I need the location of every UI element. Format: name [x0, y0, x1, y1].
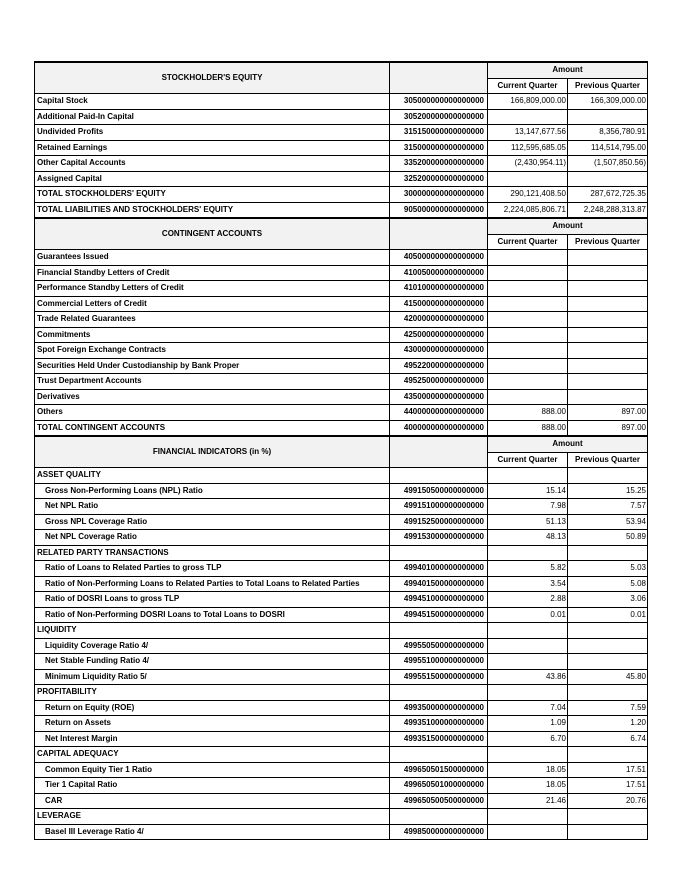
table-row	[35, 592, 648, 608]
current-quarter-value	[488, 281, 568, 297]
previous-quarter-value	[568, 809, 648, 825]
financial-statement-table	[34, 61, 648, 840]
table-row	[35, 171, 648, 187]
row-label: Gross Non-Performing Loans (NPL) Ratio	[35, 483, 390, 499]
table-row	[35, 202, 648, 218]
table-row	[35, 374, 648, 390]
row-label: Derivatives	[35, 389, 390, 405]
group-row	[35, 747, 648, 763]
previous-quarter-value: 50.89	[568, 530, 648, 546]
current-quarter-value: 112,595,685.05	[488, 140, 568, 156]
previous-quarter-value	[568, 638, 648, 654]
current-quarter-value	[488, 545, 568, 561]
row-code: 499152500000000000	[390, 514, 488, 530]
previous-quarter-value: 1.20	[568, 716, 648, 732]
section-title: STOCKHOLDER'S EQUITY	[35, 62, 390, 94]
table-row	[35, 140, 648, 156]
row-label: Guarantees Issued	[35, 250, 390, 266]
table-row	[35, 576, 648, 592]
group-label: RELATED PARTY TRANSACTIONS	[35, 545, 390, 561]
row-code: 499451000000000000	[390, 592, 488, 608]
table-row	[35, 250, 648, 266]
current-quarter-value: 13,147,677.56	[488, 125, 568, 141]
current-quarter-value	[488, 654, 568, 670]
row-label: Net NPL Coverage Ratio	[35, 530, 390, 546]
previous-quarter-value	[568, 312, 648, 328]
table-row	[35, 607, 648, 623]
row-code: 499401000000000000	[390, 561, 488, 577]
previous-quarter-value	[568, 747, 648, 763]
table-row	[35, 499, 648, 515]
row-code: 499850000000000000	[390, 824, 488, 840]
table-row	[35, 405, 648, 421]
row-label: Other Capital Accounts	[35, 156, 390, 172]
row-label: Ratio of Non-Performing Loans to Related Parties to Total Loans to Related Parties	[35, 576, 390, 592]
row-label: Commercial Letters of Credit	[35, 296, 390, 312]
group-row	[35, 809, 648, 825]
row-code: 315150000000000000	[390, 125, 488, 141]
current-quarter-value	[488, 623, 568, 639]
current-quarter-header: Current Quarter	[488, 452, 568, 468]
table-row	[35, 700, 648, 716]
previous-quarter-header: Previous Quarter	[568, 452, 648, 468]
row-label: TOTAL STOCKHOLDERS' EQUITY	[35, 187, 390, 203]
row-label: Ratio of Loans to Related Parties to gross TLP	[35, 561, 390, 577]
previous-quarter-value	[568, 265, 648, 281]
table-row	[35, 94, 648, 110]
row-label: Securities Held Under Custodianship by Bank Proper	[35, 358, 390, 374]
previous-quarter-value: 17.51	[568, 762, 648, 778]
current-quarter-value: 7.04	[488, 700, 568, 716]
previous-quarter-value: 3.06	[568, 592, 648, 608]
previous-quarter-header: Previous Quarter	[568, 234, 648, 250]
row-label: Undivided Profits	[35, 125, 390, 141]
row-code	[390, 747, 488, 763]
row-label: Net Interest Margin	[35, 731, 390, 747]
current-quarter-value: 18.05	[488, 762, 568, 778]
row-code: 499153000000000000	[390, 530, 488, 546]
row-label: Retained Earnings	[35, 140, 390, 156]
table-row	[35, 327, 648, 343]
row-label: Liquidity Coverage Ratio 4/	[35, 638, 390, 654]
current-quarter-value	[488, 374, 568, 390]
current-quarter-value: 43.86	[488, 669, 568, 685]
row-label: CAR	[35, 793, 390, 809]
row-code: 305200000000000000	[390, 109, 488, 125]
section-title: FINANCIAL INDICATORS (in %)	[35, 436, 390, 468]
current-quarter-value: 15.14	[488, 483, 568, 499]
previous-quarter-value: 166,309,000.00	[568, 94, 648, 110]
row-label: Performance Standby Letters of Credit	[35, 281, 390, 297]
current-quarter-header: Current Quarter	[488, 234, 568, 250]
row-label: Gross NPL Coverage Ratio	[35, 514, 390, 530]
previous-quarter-value	[568, 623, 648, 639]
row-code: 495250000000000000	[390, 374, 488, 390]
table-row	[35, 654, 648, 670]
table-row	[35, 483, 648, 499]
row-code: 410050000000000000	[390, 265, 488, 281]
previous-quarter-value	[568, 296, 648, 312]
previous-quarter-value: 114,514,795.00	[568, 140, 648, 156]
group-label: CAPITAL ADEQUACY	[35, 747, 390, 763]
section-title: CONTINGENT ACCOUNTS	[35, 218, 390, 250]
row-label: Tier 1 Capital Ratio	[35, 778, 390, 794]
previous-quarter-value: 7.59	[568, 700, 648, 716]
current-quarter-value: 6.70	[488, 731, 568, 747]
group-label: PROFITABILITY	[35, 685, 390, 701]
current-quarter-value	[488, 296, 568, 312]
row-code: 420000000000000000	[390, 312, 488, 328]
table-row	[35, 716, 648, 732]
table-row	[35, 281, 648, 297]
current-quarter-value	[488, 250, 568, 266]
group-row	[35, 623, 648, 639]
current-quarter-value	[488, 358, 568, 374]
current-quarter-value: 888.00	[488, 405, 568, 421]
row-code: 405000000000000000	[390, 250, 488, 266]
previous-quarter-value: 7.57	[568, 499, 648, 515]
row-code: 499650501500000000	[390, 762, 488, 778]
table-row	[35, 358, 648, 374]
previous-quarter-value	[568, 654, 648, 670]
row-label: Minimum Liquidity Ratio 5/	[35, 669, 390, 685]
previous-quarter-value: 897.00	[568, 405, 648, 421]
row-code: 499350000000000000	[390, 700, 488, 716]
row-label: Trust Department Accounts	[35, 374, 390, 390]
previous-quarter-value	[568, 545, 648, 561]
current-quarter-value: 2,224,085,806.71	[488, 202, 568, 218]
current-quarter-value: 166,809,000.00	[488, 94, 568, 110]
row-code: 430000000000000000	[390, 343, 488, 359]
row-label: Net NPL Ratio	[35, 499, 390, 515]
row-label: Others	[35, 405, 390, 421]
previous-quarter-value	[568, 250, 648, 266]
row-code: 495220000000000000	[390, 358, 488, 374]
row-code: 499151000000000000	[390, 499, 488, 515]
current-quarter-value: 1.09	[488, 716, 568, 732]
row-code: 410100000000000000	[390, 281, 488, 297]
row-code	[390, 685, 488, 701]
previous-quarter-value	[568, 109, 648, 125]
row-code: 305000000000000000	[390, 94, 488, 110]
row-code: 315000000000000000	[390, 140, 488, 156]
table-row	[35, 669, 648, 685]
row-code: 335200000000000000	[390, 156, 488, 172]
current-quarter-value: 2.88	[488, 592, 568, 608]
row-code: 400000000000000000	[390, 420, 488, 436]
table-row	[35, 420, 648, 436]
row-code: 499650500500000000	[390, 793, 488, 809]
previous-quarter-value: 20.76	[568, 793, 648, 809]
row-label: Return on Assets	[35, 716, 390, 732]
row-code: 499551500000000000	[390, 669, 488, 685]
previous-quarter-value	[568, 374, 648, 390]
row-code	[390, 545, 488, 561]
row-label: Net Stable Funding Ratio 4/	[35, 654, 390, 670]
code-header-cell	[390, 62, 488, 94]
row-code: 435000000000000000	[390, 389, 488, 405]
current-quarter-value: 51.13	[488, 514, 568, 530]
row-code: 499451500000000000	[390, 607, 488, 623]
row-code: 499351000000000000	[390, 716, 488, 732]
previous-quarter-value: 5.08	[568, 576, 648, 592]
row-code: 325200000000000000	[390, 171, 488, 187]
current-quarter-value	[488, 312, 568, 328]
table-row	[35, 125, 648, 141]
row-label: Financial Standby Letters of Credit	[35, 265, 390, 281]
table-row	[35, 312, 648, 328]
current-quarter-value: (2,430,954.11)	[488, 156, 568, 172]
group-label: ASSET QUALITY	[35, 468, 390, 484]
group-row	[35, 545, 648, 561]
section-header-row	[35, 62, 648, 78]
previous-quarter-value: 15.25	[568, 483, 648, 499]
current-quarter-value: 888.00	[488, 420, 568, 436]
table-row	[35, 762, 648, 778]
previous-quarter-value	[568, 343, 648, 359]
amount-header: Amount	[488, 218, 648, 234]
current-quarter-value	[488, 327, 568, 343]
table-row	[35, 156, 648, 172]
previous-quarter-value	[568, 281, 648, 297]
table-row	[35, 530, 648, 546]
row-code: 300000000000000000	[390, 187, 488, 203]
current-quarter-value	[488, 389, 568, 405]
row-label: Spot Foreign Exchange Contracts	[35, 343, 390, 359]
group-row	[35, 685, 648, 701]
previous-quarter-value	[568, 468, 648, 484]
previous-quarter-value: 8,356,780.91	[568, 125, 648, 141]
row-code: 499150500000000000	[390, 483, 488, 499]
code-header-cell	[390, 436, 488, 468]
row-code: 905000000000000000	[390, 202, 488, 218]
current-quarter-value	[488, 468, 568, 484]
current-quarter-value	[488, 824, 568, 840]
previous-quarter-value: 6.74	[568, 731, 648, 747]
current-quarter-value: 290,121,408.50	[488, 187, 568, 203]
previous-quarter-value: 5.03	[568, 561, 648, 577]
previous-quarter-value: 17.51	[568, 778, 648, 794]
section-header-row	[35, 436, 648, 452]
table-row	[35, 389, 648, 405]
previous-quarter-value: 287,672,725.35	[568, 187, 648, 203]
current-quarter-value	[488, 638, 568, 654]
previous-quarter-value: 0.01	[568, 607, 648, 623]
previous-quarter-value	[568, 327, 648, 343]
row-label: Common Equity Tier 1 Ratio	[35, 762, 390, 778]
current-quarter-value	[488, 265, 568, 281]
current-quarter-value	[488, 343, 568, 359]
row-label: TOTAL LIABILITIES AND STOCKHOLDERS' EQUITY	[35, 202, 390, 218]
previous-quarter-value	[568, 824, 648, 840]
current-quarter-value	[488, 109, 568, 125]
row-code: 499550500000000000	[390, 638, 488, 654]
financial-statement-body	[35, 62, 648, 840]
row-code: 499351500000000000	[390, 731, 488, 747]
current-quarter-value: 0.01	[488, 607, 568, 623]
section-header-row	[35, 218, 648, 234]
current-quarter-value: 3.54	[488, 576, 568, 592]
row-label: Commitments	[35, 327, 390, 343]
current-quarter-value	[488, 747, 568, 763]
row-code	[390, 809, 488, 825]
current-quarter-value: 21.46	[488, 793, 568, 809]
table-row	[35, 265, 648, 281]
row-label: Return on Equity (ROE)	[35, 700, 390, 716]
table-row	[35, 793, 648, 809]
table-row	[35, 731, 648, 747]
group-label: LEVERAGE	[35, 809, 390, 825]
previous-quarter-value	[568, 685, 648, 701]
previous-quarter-value: 2,248,288,313.87	[568, 202, 648, 218]
row-code: 499650501000000000	[390, 778, 488, 794]
group-row	[35, 468, 648, 484]
current-quarter-value: 48.13	[488, 530, 568, 546]
previous-quarter-value: 45.80	[568, 669, 648, 685]
row-label: Capital Stock	[35, 94, 390, 110]
code-header-cell	[390, 218, 488, 250]
table-row	[35, 296, 648, 312]
table-row	[35, 638, 648, 654]
row-code: 499551000000000000	[390, 654, 488, 670]
amount-header: Amount	[488, 436, 648, 452]
row-label: Assigned Capital	[35, 171, 390, 187]
amount-header: Amount	[488, 62, 648, 78]
row-label: Ratio of DOSRI Loans to gross TLP	[35, 592, 390, 608]
row-code: 499401500000000000	[390, 576, 488, 592]
row-label: Additional Paid-In Capital	[35, 109, 390, 125]
current-quarter-value: 5.82	[488, 561, 568, 577]
row-code: 440000000000000000	[390, 405, 488, 421]
current-quarter-value	[488, 685, 568, 701]
current-quarter-value	[488, 171, 568, 187]
group-label: LIQUIDITY	[35, 623, 390, 639]
table-row	[35, 778, 648, 794]
previous-quarter-header: Previous Quarter	[568, 78, 648, 94]
table-row	[35, 824, 648, 840]
table-row	[35, 187, 648, 203]
previous-quarter-value	[568, 358, 648, 374]
table-row	[35, 343, 648, 359]
row-label: TOTAL CONTINGENT ACCOUNTS	[35, 420, 390, 436]
current-quarter-header: Current Quarter	[488, 78, 568, 94]
table-row	[35, 561, 648, 577]
row-label: Ratio of Non-Performing DOSRI Loans to Total Loans to DOSRI	[35, 607, 390, 623]
row-code: 415000000000000000	[390, 296, 488, 312]
previous-quarter-value	[568, 389, 648, 405]
table-row	[35, 514, 648, 530]
current-quarter-value: 18.05	[488, 778, 568, 794]
previous-quarter-value: (1,507,850.56)	[568, 156, 648, 172]
row-label: Trade Related Guarantees	[35, 312, 390, 328]
current-quarter-value: 7.98	[488, 499, 568, 515]
row-code: 425000000000000000	[390, 327, 488, 343]
row-code	[390, 623, 488, 639]
current-quarter-value	[488, 809, 568, 825]
row-label: Basel III Leverage Ratio 4/	[35, 824, 390, 840]
previous-quarter-value: 53.94	[568, 514, 648, 530]
row-code	[390, 468, 488, 484]
table-row	[35, 109, 648, 125]
previous-quarter-value	[568, 171, 648, 187]
previous-quarter-value: 897.00	[568, 420, 648, 436]
